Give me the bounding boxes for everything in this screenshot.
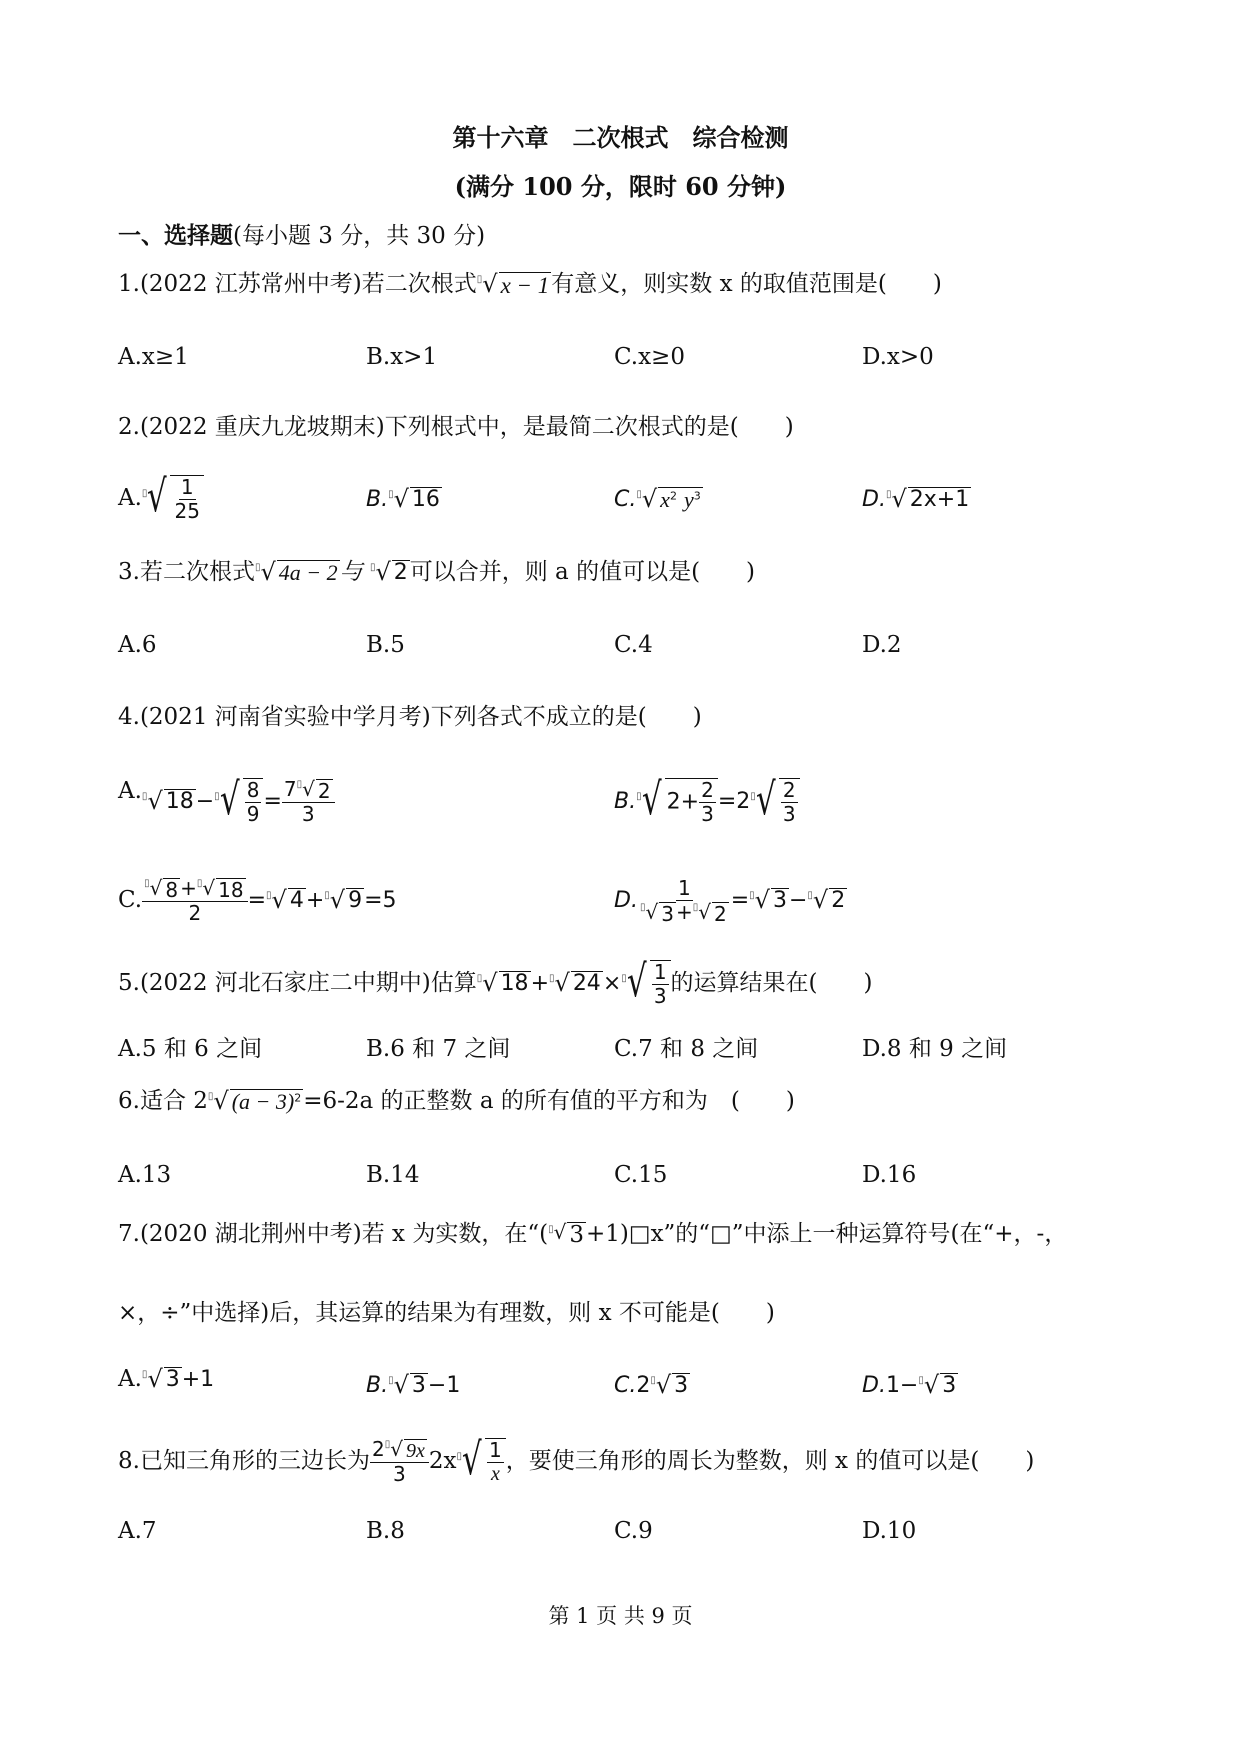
q7-option-d bbox=[862, 1372, 958, 1399]
q2-c-sup1: 2 bbox=[669, 489, 677, 503]
placeholder-glyph: ▯ bbox=[196, 878, 203, 889]
q7-b-tail: −1 bbox=[427, 1373, 461, 1398]
q6-option-b: B.14 bbox=[366, 1162, 420, 1188]
q2-d-radicand: 2x+1 bbox=[909, 487, 970, 513]
q7-c-coef: 2 bbox=[636, 1373, 651, 1398]
placeholder-glyph: ▯ bbox=[141, 791, 148, 802]
q7-d-label: D. bbox=[862, 1373, 886, 1398]
page-subtitle: (满分 100 分，限时 60 分钟) bbox=[454, 172, 787, 201]
q5-option-a: A.5 和 6 之间 bbox=[118, 1036, 263, 1062]
q4-d-label: D. bbox=[614, 888, 638, 913]
q3-sqrt-2: √ 2 bbox=[375, 558, 408, 587]
question-7-line-1 bbox=[118, 1215, 1067, 1248]
section-heading bbox=[118, 217, 485, 250]
q4-c-label: C. bbox=[118, 887, 143, 913]
question-4: 4.(2021 河南省实验中学月考)下列各式不成立的是( ) bbox=[118, 704, 702, 730]
q5-plus: + bbox=[530, 971, 549, 996]
q4-c-eq: = bbox=[247, 888, 267, 913]
question-1 bbox=[118, 265, 942, 298]
placeholder-glyph: ▯ bbox=[621, 973, 627, 984]
q1-option-c: C.x≥0 bbox=[614, 344, 685, 370]
q5-sqrt-1: √ 18 bbox=[482, 969, 529, 998]
q6-option-a: A.13 bbox=[118, 1162, 172, 1188]
placeholder-glyph: ▯ bbox=[650, 1375, 656, 1386]
q5-option-b: B.6 和 7 之间 bbox=[366, 1036, 511, 1062]
q7-option-c bbox=[614, 1372, 690, 1399]
placeholder-glyph: ▯ bbox=[324, 890, 330, 901]
page-title: 第十六章 二次根式 综合检测 bbox=[452, 123, 789, 152]
q2-b-label: B. bbox=[366, 487, 389, 512]
q1-option-d: D.x>0 bbox=[862, 344, 934, 370]
q2-a-sqrt: √ $\frac{1}{25}$ bbox=[147, 475, 204, 523]
q3-option-c: C.4 bbox=[614, 632, 653, 658]
q7-b-sqrt: √ 3 bbox=[393, 1371, 426, 1400]
q2-option-a bbox=[118, 471, 204, 523]
placeholder-glyph: ▯ bbox=[639, 902, 646, 913]
placeholder-glyph: ▯ bbox=[749, 890, 755, 901]
placeholder-glyph: ▯ bbox=[918, 1375, 924, 1386]
q4-c-sqrt-1: √ 4 bbox=[271, 886, 304, 915]
placeholder-glyph: ▯ bbox=[141, 1369, 148, 1380]
q7-option-b bbox=[366, 1372, 460, 1399]
placeholder-glyph: ▯ bbox=[636, 791, 642, 802]
q4-a-r1: 18 bbox=[165, 789, 194, 815]
q2-a-den: 25 bbox=[174, 499, 200, 523]
q1-option-b: B.x>1 bbox=[366, 344, 438, 370]
q4-b-sqrt-1: √ 2+ $\frac{2}{3}$ bbox=[642, 778, 718, 826]
placeholder-glyph: ▯ bbox=[144, 878, 150, 889]
q6-suffix: =6-2a 的正整数 a 的所有值的平方和为 ( ) bbox=[303, 1088, 795, 1114]
placeholder-glyph: ▯ bbox=[388, 489, 394, 500]
q6-sup: 2 bbox=[294, 1091, 302, 1105]
q4-a-rden: 3 bbox=[301, 802, 315, 826]
q7-a-sqrt: √ 3 bbox=[147, 1365, 180, 1394]
q5-sqrt-2: √ 24 bbox=[554, 969, 601, 998]
question-8 bbox=[118, 1434, 1035, 1486]
q2-a-num: 1 bbox=[180, 475, 194, 499]
q7-c-radicand: 3 bbox=[674, 1373, 689, 1399]
q2-c-sqrt: √ $x^2$ $y^3$ bbox=[641, 484, 701, 513]
q2-d-sqrt: √ 2x+1 bbox=[891, 485, 970, 514]
placeholder-glyph: ▯ bbox=[388, 1375, 394, 1386]
q7-line1-suffix: +1)□x”的“□”中添上一种运算符号(在“+，-， bbox=[585, 1221, 1068, 1247]
q8-option-c: C.9 bbox=[614, 1518, 653, 1544]
q4-b-den: 3 bbox=[701, 802, 714, 826]
q4-c-n2: 18 bbox=[218, 878, 244, 902]
placeholder-glyph: ▯ bbox=[266, 890, 272, 901]
q2-b-sqrt: √ 16 bbox=[393, 485, 440, 514]
q8-den: x bbox=[490, 1463, 500, 1485]
q1-radicand: x − 1 bbox=[500, 272, 550, 298]
q4-d-eq: = bbox=[730, 888, 750, 913]
q4-b-eq: =2 bbox=[717, 789, 751, 814]
q7-line1-prefix: 7.(2020 湖北荆州中考)若 x 为实数，在“( bbox=[118, 1221, 549, 1247]
q1-suffix: 有意义，则实数 x 的取值范围是( ) bbox=[551, 271, 942, 297]
q6-radicand: (a − 3) bbox=[231, 1088, 295, 1114]
q5-prefix: 5.(2022 河北石家庄二中期中)估算 bbox=[118, 970, 477, 996]
q5-suffix: 的运算结果在( ) bbox=[670, 970, 873, 996]
placeholder-glyph: ▯ bbox=[548, 1224, 554, 1235]
q7-d-head: 1− bbox=[885, 1373, 919, 1398]
q3-mid: 与 bbox=[339, 559, 363, 584]
question-5 bbox=[118, 956, 873, 1008]
q4-a-coef: 7 bbox=[283, 777, 297, 801]
q3-option-b: B.5 bbox=[366, 632, 405, 658]
q3-sqrt-1: √ 4a − 2 bbox=[260, 558, 338, 587]
placeholder-glyph: ▯ bbox=[456, 1451, 462, 1462]
q4-c-fraction: ▯ √ 8 +▯ √ 18 2 bbox=[142, 877, 247, 925]
q1-prefix: 1.(2022 江苏常州中考)若二次根式 bbox=[118, 271, 477, 297]
q2-c-x: x bbox=[660, 486, 670, 512]
q4-option-d bbox=[614, 877, 847, 925]
placeholder-glyph: ▯ bbox=[549, 973, 555, 984]
q4-c-plus2: + bbox=[305, 888, 325, 913]
question-2: 2.(2022 重庆九龙坡期末)下列根式中，是最简二次根式的是( ) bbox=[118, 414, 794, 440]
placeholder-glyph: ▯ bbox=[369, 562, 376, 573]
placeholder-glyph: ▯ bbox=[807, 890, 813, 901]
q7-a-radicand: 3 bbox=[165, 1367, 180, 1393]
q2-option-b bbox=[366, 486, 442, 513]
q4-a-sqrt-2: √ $\frac{8}{9}$ bbox=[220, 778, 264, 826]
q4-option-a bbox=[118, 774, 335, 826]
q4-option-c bbox=[118, 877, 397, 925]
placeholder-glyph: ▯ bbox=[636, 489, 642, 500]
q7-radicand: 3 bbox=[569, 1221, 584, 1248]
page-footer: 第 1 页 共 9 页 bbox=[548, 1604, 693, 1628]
q4-d-sqrt-1: √ 3 bbox=[754, 886, 787, 915]
q4-b-num: 2 bbox=[701, 778, 714, 802]
q5-option-d: D.8 和 9 之间 bbox=[862, 1036, 1008, 1062]
q4-d-fraction: 1 ▯ √ 3 +▯ √ 2 bbox=[639, 876, 727, 926]
q4-a-rnum: 2 bbox=[317, 779, 331, 803]
q5-r1: 18 bbox=[500, 971, 529, 997]
q3-radicand-1: 4a − 2 bbox=[278, 560, 338, 586]
q8-num: 1 bbox=[489, 1438, 502, 1462]
q4-b-sqrt-2: √ $\frac{2}{3}$ bbox=[756, 778, 800, 826]
q2-option-d bbox=[862, 486, 971, 513]
q4-c-sqrt-2: √ 9 bbox=[329, 886, 363, 915]
q7-a-tail: +1 bbox=[181, 1367, 215, 1392]
placeholder-glyph: ▯ bbox=[214, 791, 220, 802]
q7-c-sqrt: √ 3 bbox=[655, 1371, 689, 1400]
q2-option-c bbox=[614, 486, 703, 513]
q4-b-label: B. bbox=[614, 789, 637, 814]
q8-option-a: A.7 bbox=[118, 1518, 157, 1544]
q4-d-sqrt-2: √ 2 bbox=[812, 886, 846, 915]
q7-option-a bbox=[118, 1366, 214, 1393]
q8-suffix: ，要使三角形的周长为整数，则 x 的值可以是( ) bbox=[505, 1448, 1035, 1474]
q3-radicand-2: 2 bbox=[393, 560, 408, 586]
q7-b-label: B. bbox=[366, 1373, 389, 1398]
question-6 bbox=[118, 1082, 795, 1115]
q1-sqrt: √ x − 1 bbox=[482, 269, 550, 298]
q8-f-radicand: 9x bbox=[405, 1440, 425, 1462]
q4-a-minus: − bbox=[195, 789, 215, 814]
q8-option-b: B.8 bbox=[366, 1518, 405, 1544]
q4-a-num: 8 bbox=[246, 778, 260, 802]
placeholder-glyph: ▯ bbox=[885, 489, 892, 500]
question-3 bbox=[118, 553, 755, 586]
placeholder-glyph: ▯ bbox=[141, 488, 148, 499]
q7-d-sqrt: √ 3 bbox=[923, 1371, 957, 1400]
section-title: 一、选择题 bbox=[118, 222, 233, 249]
q5-r2: 24 bbox=[572, 971, 601, 997]
q2-b-radicand: 16 bbox=[411, 487, 440, 513]
q8-sqrt: √ $\frac{1}{x}$ bbox=[462, 1438, 506, 1486]
q8-f-coef: 2 bbox=[371, 1437, 385, 1461]
q4-d-r1: 3 bbox=[661, 902, 674, 926]
q4-b-num2: 2 bbox=[782, 778, 796, 802]
q6-prefix: 6.适合 2 bbox=[118, 1088, 208, 1114]
placeholder-glyph: ▯ bbox=[476, 274, 483, 285]
question-7-line-2: ×，÷”中选择)后，其运算的结果为有理数，则 x 不可能是( ) bbox=[118, 1300, 775, 1326]
q4-b-int: 2+ bbox=[666, 789, 700, 815]
q5-num: 1 bbox=[653, 960, 667, 984]
q4-d-r3: 3 bbox=[772, 888, 787, 914]
q4-c-result: =5 bbox=[364, 888, 397, 913]
q8-f-den: 3 bbox=[393, 1462, 406, 1486]
q4-a-eq: = bbox=[263, 789, 282, 814]
q8-option-d: D.10 bbox=[862, 1518, 917, 1544]
q3-suffix: 可以合并，则 a 的值可以是( ) bbox=[409, 559, 756, 585]
q7-b-radicand: 3 bbox=[411, 1373, 426, 1399]
q4-a-label: A. bbox=[118, 778, 142, 804]
q4-c-den: 2 bbox=[188, 901, 202, 925]
q2-d-label: D. bbox=[862, 487, 886, 512]
q5-sqrt-3: √ $\frac{1}{3}$ bbox=[627, 960, 671, 1008]
placeholder-glyph: ▯ bbox=[476, 973, 483, 984]
q4-c-r1: 4 bbox=[289, 888, 304, 914]
q7-c-label: C. bbox=[614, 1373, 637, 1398]
q4-d-r4: 2 bbox=[831, 888, 846, 914]
q1-option-a: A.x≥1 bbox=[118, 344, 189, 370]
placeholder-glyph: ▯ bbox=[692, 902, 699, 913]
q6-option-d: D.16 bbox=[862, 1162, 917, 1188]
q6-option-c: C.15 bbox=[614, 1162, 668, 1188]
q4-d-plus: + bbox=[675, 900, 693, 924]
q7-d-radicand: 3 bbox=[942, 1373, 957, 1399]
q4-a-result: 7▯ √ 2 3 bbox=[282, 778, 335, 826]
q4-d-r2: 2 bbox=[713, 902, 727, 926]
placeholder-glyph: ▯ bbox=[254, 562, 261, 573]
q3-option-a: A.6 bbox=[118, 632, 157, 658]
q4-a-sqrt-1: √ 18 bbox=[147, 787, 194, 816]
q4-b-den2: 3 bbox=[782, 802, 796, 826]
q5-option-c: C.7 和 8 之间 bbox=[614, 1036, 759, 1062]
q4-d-minus: − bbox=[788, 888, 808, 913]
q3-option-d: D.2 bbox=[862, 632, 902, 658]
q8-mid: 2x bbox=[428, 1448, 457, 1474]
q2-c-y: y bbox=[683, 486, 694, 512]
q4-a-den: 9 bbox=[246, 802, 260, 826]
q4-c-plus: + bbox=[180, 876, 197, 900]
q6-sqrt: √ $(a - 3)^2$ bbox=[213, 1086, 302, 1115]
q7-sqrt: √ 3 bbox=[553, 1219, 584, 1248]
placeholder-glyph: ▯ bbox=[207, 1091, 214, 1102]
q7-a-label: A. bbox=[118, 1366, 142, 1392]
placeholder-glyph: ▯ bbox=[750, 791, 756, 802]
q2-a-label: A. bbox=[118, 485, 142, 511]
q2-c-label: C. bbox=[614, 487, 637, 512]
q8-prefix: 8.已知三角形的三边长为 bbox=[118, 1448, 370, 1474]
q3-prefix: 3.若二次根式 bbox=[118, 559, 255, 585]
q4-d-num: 1 bbox=[677, 876, 691, 900]
q4-c-r2: 9 bbox=[348, 888, 363, 914]
q4-option-b bbox=[614, 774, 800, 826]
q2-c-sup2: 3 bbox=[693, 489, 701, 503]
q8-fraction-1: 2▯ √ 9x 3 bbox=[370, 1438, 429, 1486]
placeholder-glyph: ▯ bbox=[296, 779, 303, 790]
placeholder-glyph: ▯ bbox=[384, 1439, 391, 1450]
q5-times: × bbox=[602, 971, 622, 996]
q5-den: 3 bbox=[653, 984, 667, 1008]
q4-c-n1: 8 bbox=[165, 878, 179, 902]
section-note: (每小题 3 分，共 30 分) bbox=[233, 223, 486, 249]
